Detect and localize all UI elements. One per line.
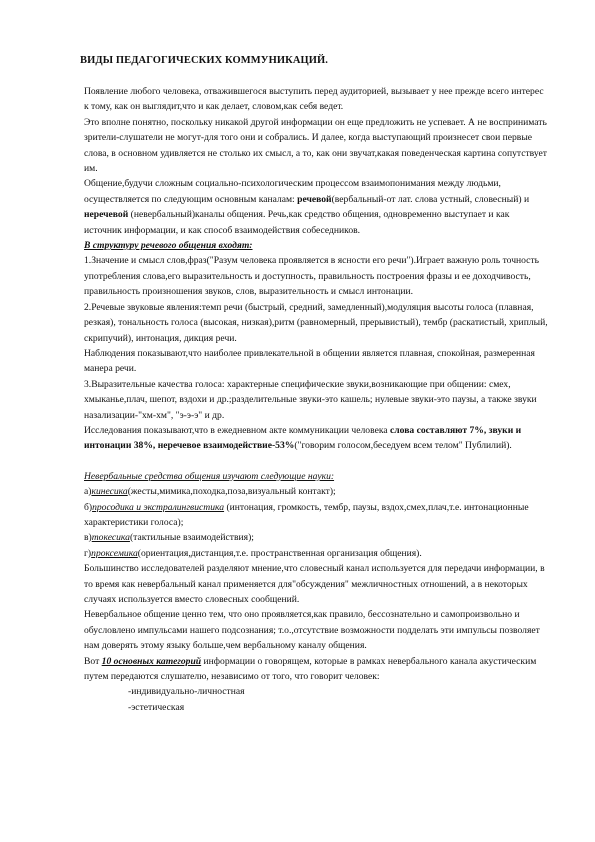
- research-statistics: слова составляют 7%, звуки и интонации 38%, неречевое взаимодействие-53%: [84, 424, 522, 452]
- paragraph-communication-channels: Общение,будучи сложным социально-психологическим процессом взаимопонимания между людьми, осуществляется по следующим основным каналам: речевой(вербальный-от лат. слова устный, словесный) и неречевой (невербальный)каналы общения. Речь,как средство общения, одновременно выступает и как источник информации, и как способ взаимодействия собеседников.: [84, 178, 530, 236]
- paragraph-research: Исследования показывают,что в ежедневном акте коммуникации человека слова составляют 7%, звуки и интонации 38%, неречевое взаимодействие-53%("говорим голосом,беседуем всем телом" Публилий).: [84, 424, 522, 452]
- paragraph-majority: Большинство исследователей разделяют мнение,что словесный канал используется для передачи информации, в то время как невербальный канал применяется для"обсуждения" межличностных отношений, а в некоторых случаях используется вместо словесных сообщений.: [84, 563, 545, 605]
- term-proxemics: проксемика: [91, 547, 138, 559]
- paragraph-understandable: Это вполне понятно, поскольку никакой другой информации он еще предложить не успевает. А не воспринимать зрители-слушатели не могут-для того они и собрались. И далее, когда выступающий произнесет свои первые слова, в основном удивляется не столько их смысл, а то, как они звучат,какая поведенческая картина сопутствует им.: [84, 116, 547, 175]
- list-item-sound-phenomena: 2.Речевые звуковые явления:темп речи (быстрый, средний, замедленный),модуляция высоты голоса (плавная, резкая), тональность голоса (высокая, низкая),ритм (равномерный, прерывистый), тембр (раскатистый, хриплый, скрипучий), интонация, дикция речи.: [84, 301, 548, 344]
- list-item-voice-qualities: 3.Выразительные качества голоса: характерные специфические звуки,возникающие при общении: смех, хмыканье,плач, шепот, вздохи и др.;разделительные звуки-это кашель; нулевые звуки-это паузы, а также звуки назализации-"хм-хм", "э-э-э" и др.: [84, 378, 537, 421]
- list-item: -индивидуально-личностная: [128, 686, 245, 698]
- term-takesics: токесика: [91, 532, 130, 544]
- paragraph-value: Невербальное общение ценно тем, что оно проявляется,как правило, бессознательно и самопроизвольно и обусловлено импульсами нашего подсознания; т.о.,отсутствие возможности подделать эти импульсы позволяет нам доверять этому языку больше,чем вербальному каналу общения.: [84, 609, 540, 652]
- heading-nonverbal-sciences: Невербальные средства общения изучают следующие науки:: [84, 470, 335, 482]
- paragraph-appearance: Появление любого человека, отважившегося выступить перед аудиторией, вызывает у нее прежде всего интерес к тому, как он выглядит,что и как делает, словом,как себя ведет.: [84, 86, 544, 113]
- list-item-meaning: 1.Значение и смысл слов,фраз("Разум человека проявляется в ясности его речи").Играет важную роль точность употребления слова,его выразительность и доступность, правильность построения фразы и ее доходчивость, правильность произношения звуков, слов, выразительность и смысл интонации.: [84, 255, 540, 298]
- term-ten-categories: 10 основных категорий: [101, 655, 202, 667]
- science-item-takesics: в)токесика(тактильные взаимодействия);: [84, 532, 254, 544]
- list-item: -эстетическая: [128, 701, 185, 713]
- term-nonverbal: неречевой: [84, 209, 129, 221]
- heading-speech-structure: В структуру речевого общения входят:: [84, 240, 253, 252]
- term-prosody: просодика и экстралингвистика: [92, 501, 225, 513]
- document-body: [84, 84, 549, 715]
- term-verbal: речевой: [297, 193, 332, 205]
- spacer: [84, 454, 549, 469]
- science-item-proxemics: г)проксемика(ориентация,дистанция,т.е. пространственная организация общения).: [84, 547, 422, 559]
- science-item-prosody: б)просодика и экстралингвистика (интонация, громкость, тембр, паузы, вздох,смех,плач,т.е. интонационные характеристики голоса);: [84, 501, 529, 528]
- term-kinesics: кинесика: [91, 486, 128, 498]
- document-title: ВИДЫ ПЕДАГОГИЧЕСКИХ КОММУНИКАЦИЙ.: [80, 55, 329, 66]
- science-item-kinesics: а)кинесика(жесты,мимика,походка,поза,визуальный контакт);: [84, 486, 336, 498]
- paragraph-categories: Вот 10 основных категорий информации о говорящем, которые в рамках невербального канала акустическим путем передаются слушателю, независимо от того, что говорит человек:: [84, 655, 537, 683]
- paragraph-observations: Наблюдения показывают,что наиболее привлекательной в общении является плавная, спокойная, размеренная манера речи.: [84, 347, 535, 375]
